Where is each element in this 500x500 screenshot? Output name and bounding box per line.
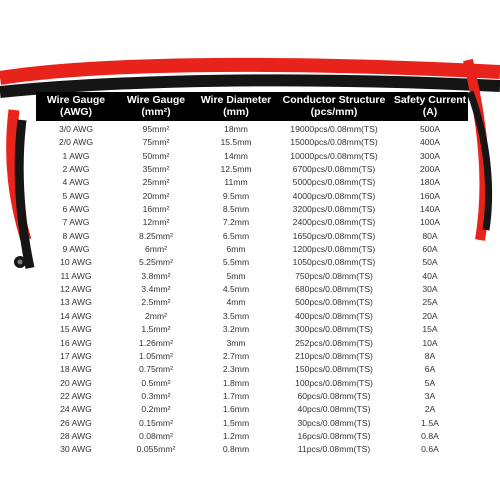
cell-current: 160A — [392, 190, 468, 203]
cell-area: 0.3mm² — [116, 390, 196, 403]
cell-current: 6A — [392, 363, 468, 376]
cell-conductor: 100pcs/0.08mm(TS) — [276, 377, 392, 390]
cell-current: 140A — [392, 203, 468, 216]
cell-conductor: 60pcs/0.08mm(TS) — [276, 390, 392, 403]
table-row — [36, 230, 468, 243]
table-row — [36, 243, 468, 256]
table-row — [36, 176, 468, 189]
cell-diameter: 4mm — [196, 296, 276, 309]
cell-diameter: 1.6mm — [196, 403, 276, 416]
cell-conductor: 400pcs/0.08mm(TS) — [276, 310, 392, 323]
cell-awg: 10 AWG — [36, 256, 116, 269]
cell-conductor: 300pcs/0.08mm(TS) — [276, 323, 392, 336]
cell-conductor: 1650pcs/0.08mm(TS) — [276, 230, 392, 243]
cell-awg: 8 AWG — [36, 230, 116, 243]
cell-area: 1.26mm² — [116, 337, 196, 350]
header-wire-diameter: Wire Diameter (mm) — [196, 92, 276, 121]
cell-current: 180A — [392, 176, 468, 189]
cell-diameter: 9.5mm — [196, 190, 276, 203]
cell-current: 3A — [392, 390, 468, 403]
cell-diameter: 18mm — [196, 121, 276, 136]
cell-current: 400A — [392, 136, 468, 149]
cell-diameter: 2.7mm — [196, 350, 276, 363]
cell-area: 0.75mm² — [116, 363, 196, 376]
cell-awg: 15 AWG — [36, 323, 116, 336]
cell-diameter: 15.5mm — [196, 136, 276, 149]
cell-awg: 28 AWG — [36, 430, 116, 443]
cell-current: 300A — [392, 150, 468, 163]
header-wire-gauge-awg: Wire Gauge (AWG) — [36, 92, 116, 121]
cell-diameter: 1.8mm — [196, 377, 276, 390]
cell-current: 15A — [392, 323, 468, 336]
header-safety-current: Safety Current (A) — [392, 92, 468, 121]
cell-area: 95mm² — [116, 121, 196, 136]
cell-diameter: 0.8mm — [196, 443, 276, 456]
cell-diameter: 1.5mm — [196, 417, 276, 430]
cell-diameter: 3.5mm — [196, 310, 276, 323]
cell-current: 0.8A — [392, 430, 468, 443]
cell-current: 5A — [392, 377, 468, 390]
cell-conductor: 500pcs/0.08mm(TS) — [276, 296, 392, 309]
cell-awg: 12 AWG — [36, 283, 116, 296]
cell-diameter: 14mm — [196, 150, 276, 163]
cell-current: 25A — [392, 296, 468, 309]
cell-current: 1.5A — [392, 417, 468, 430]
cell-conductor: 750pcs/0.08mm(TS) — [276, 270, 392, 283]
cell-awg: 7 AWG — [36, 216, 116, 229]
cell-diameter: 3mm — [196, 337, 276, 350]
cell-current: 60A — [392, 243, 468, 256]
cell-conductor: 30pcs/0.08mm(TS) — [276, 417, 392, 430]
cell-area: 2.5mm² — [116, 296, 196, 309]
cell-awg: 5 AWG — [36, 190, 116, 203]
cell-current: 500A — [392, 121, 468, 136]
table-row — [36, 350, 468, 363]
cell-area: 5.25mm² — [116, 256, 196, 269]
cell-diameter: 7.2mm — [196, 216, 276, 229]
cell-conductor: 680pcs/0.08mm(TS) — [276, 283, 392, 296]
cell-diameter: 3.2mm — [196, 323, 276, 336]
cell-awg: 22 AWG — [36, 390, 116, 403]
cell-current: 20A — [392, 310, 468, 323]
cell-current: 80A — [392, 230, 468, 243]
table-row — [36, 377, 468, 390]
cell-area: 16mm² — [116, 203, 196, 216]
cell-conductor: 10000pcs/0.08mm(TS) — [276, 150, 392, 163]
cell-awg: 18 AWG — [36, 363, 116, 376]
table-row — [36, 216, 468, 229]
cell-current: 30A — [392, 283, 468, 296]
table-header — [36, 92, 468, 121]
cell-conductor: 4000pcs/0.08mm(TS) — [276, 190, 392, 203]
cell-conductor: 40pcs/0.08mm(TS) — [276, 403, 392, 416]
cell-conductor: 15000pcs/0.08mm(TS) — [276, 136, 392, 149]
header-conductor-structure: Conductor Structure (pcs/mm) — [276, 92, 392, 121]
table-row — [36, 403, 468, 416]
cell-area: 75mm² — [116, 136, 196, 149]
cell-conductor: 1200pcs/0.08mm(TS) — [276, 243, 392, 256]
cell-current: 200A — [392, 163, 468, 176]
cell-awg: 24 AWG — [36, 403, 116, 416]
cell-current: 8A — [392, 350, 468, 363]
cell-area: 6mm² — [116, 243, 196, 256]
cell-diameter: 1.2mm — [196, 430, 276, 443]
cell-current: 40A — [392, 270, 468, 283]
cell-area: 1.05mm² — [116, 350, 196, 363]
cell-conductor: 150pcs/0.08mm(TS) — [276, 363, 392, 376]
table-row — [36, 296, 468, 309]
cell-area: 25mm² — [116, 176, 196, 189]
cell-awg: 20 AWG — [36, 377, 116, 390]
cell-diameter: 5mm — [196, 270, 276, 283]
cell-awg: 26 AWG — [36, 417, 116, 430]
cell-diameter: 8.5mm — [196, 203, 276, 216]
cell-area: 1.5mm² — [116, 323, 196, 336]
cell-conductor: 252pcs/0.08mm(TS) — [276, 337, 392, 350]
black-wire — [0, 80, 500, 92]
cell-current: 100A — [392, 216, 468, 229]
cell-area: 0.5mm² — [116, 377, 196, 390]
cell-conductor: 6700pcs/0.08mm(TS) — [276, 163, 392, 176]
cell-diameter: 12.5mm — [196, 163, 276, 176]
wire-end-cap — [18, 260, 23, 265]
cell-area: 0.15mm² — [116, 417, 196, 430]
cell-area: 3.8mm² — [116, 270, 196, 283]
wire-gauge-table — [36, 92, 468, 457]
cell-area: 35mm² — [116, 163, 196, 176]
cell-diameter: 2.3mm — [196, 363, 276, 376]
cell-diameter: 4.5mm — [196, 283, 276, 296]
cell-area: 0.055mm² — [116, 443, 196, 456]
cell-awg: 16 AWG — [36, 337, 116, 350]
cell-conductor: 2400pcs/0.08mm(TS) — [276, 216, 392, 229]
cell-area: 2mm² — [116, 310, 196, 323]
cell-current: 10A — [392, 337, 468, 350]
cell-conductor: 16pcs/0.08mm(TS) — [276, 430, 392, 443]
cell-awg: 4 AWG — [36, 176, 116, 189]
cell-current: 50A — [392, 256, 468, 269]
table-row — [36, 136, 468, 149]
cell-awg: 2 AWG — [36, 163, 116, 176]
table-row — [36, 190, 468, 203]
cell-awg: 3/0 AWG — [36, 121, 116, 136]
table-row — [36, 163, 468, 176]
cell-area: 0.08mm² — [116, 430, 196, 443]
cell-awg: 2/0 AWG — [36, 136, 116, 149]
black-wire — [19, 120, 30, 268]
cell-area: 8.25mm² — [116, 230, 196, 243]
cell-conductor: 1050pcs/0.08mm(TS) — [276, 256, 392, 269]
cell-area: 12mm² — [116, 216, 196, 229]
cell-area: 20mm² — [116, 190, 196, 203]
cell-awg: 14 AWG — [36, 310, 116, 323]
cell-conductor: 210pcs/0.08mm(TS) — [276, 350, 392, 363]
table-row — [36, 417, 468, 430]
table-row — [36, 150, 468, 163]
cell-area: 50mm² — [116, 150, 196, 163]
table-row — [36, 337, 468, 350]
table-row — [36, 363, 468, 376]
cell-awg: 30 AWG — [36, 443, 116, 456]
cell-awg: 9 AWG — [36, 243, 116, 256]
cell-diameter: 6.5mm — [196, 230, 276, 243]
table-row — [36, 283, 468, 296]
table-row — [36, 390, 468, 403]
table-row — [36, 443, 468, 456]
cell-current: 2A — [392, 403, 468, 416]
table-row — [36, 121, 468, 136]
table-row — [36, 310, 468, 323]
table-row — [36, 256, 468, 269]
cell-awg: 1 AWG — [36, 150, 116, 163]
table-row — [36, 270, 468, 283]
cell-awg: 13 AWG — [36, 296, 116, 309]
cell-diameter: 11mm — [196, 176, 276, 189]
cell-area: 3.4mm² — [116, 283, 196, 296]
cell-diameter: 1.7mm — [196, 390, 276, 403]
cell-conductor: 19000pcs/0.08mm(TS) — [276, 121, 392, 136]
cell-diameter: 6mm — [196, 243, 276, 256]
cell-awg: 17 AWG — [36, 350, 116, 363]
cell-area: 0.2mm² — [116, 403, 196, 416]
table-row — [36, 203, 468, 216]
cell-diameter: 5.5mm — [196, 256, 276, 269]
cell-conductor: 3200pcs/0.08mm(TS) — [276, 203, 392, 216]
table-row — [36, 430, 468, 443]
cell-awg: 11 AWG — [36, 270, 116, 283]
table-body — [36, 121, 468, 457]
cell-current: 0.6A — [392, 443, 468, 456]
header-wire-gauge-mm2: Wire Gauge (mm²) — [116, 92, 196, 121]
cell-conductor: 5000pcs/0.08mm(TS) — [276, 176, 392, 189]
cell-conductor: 11pcs/0.08mm(TS) — [276, 443, 392, 456]
table-row — [36, 323, 468, 336]
cell-awg: 6 AWG — [36, 203, 116, 216]
